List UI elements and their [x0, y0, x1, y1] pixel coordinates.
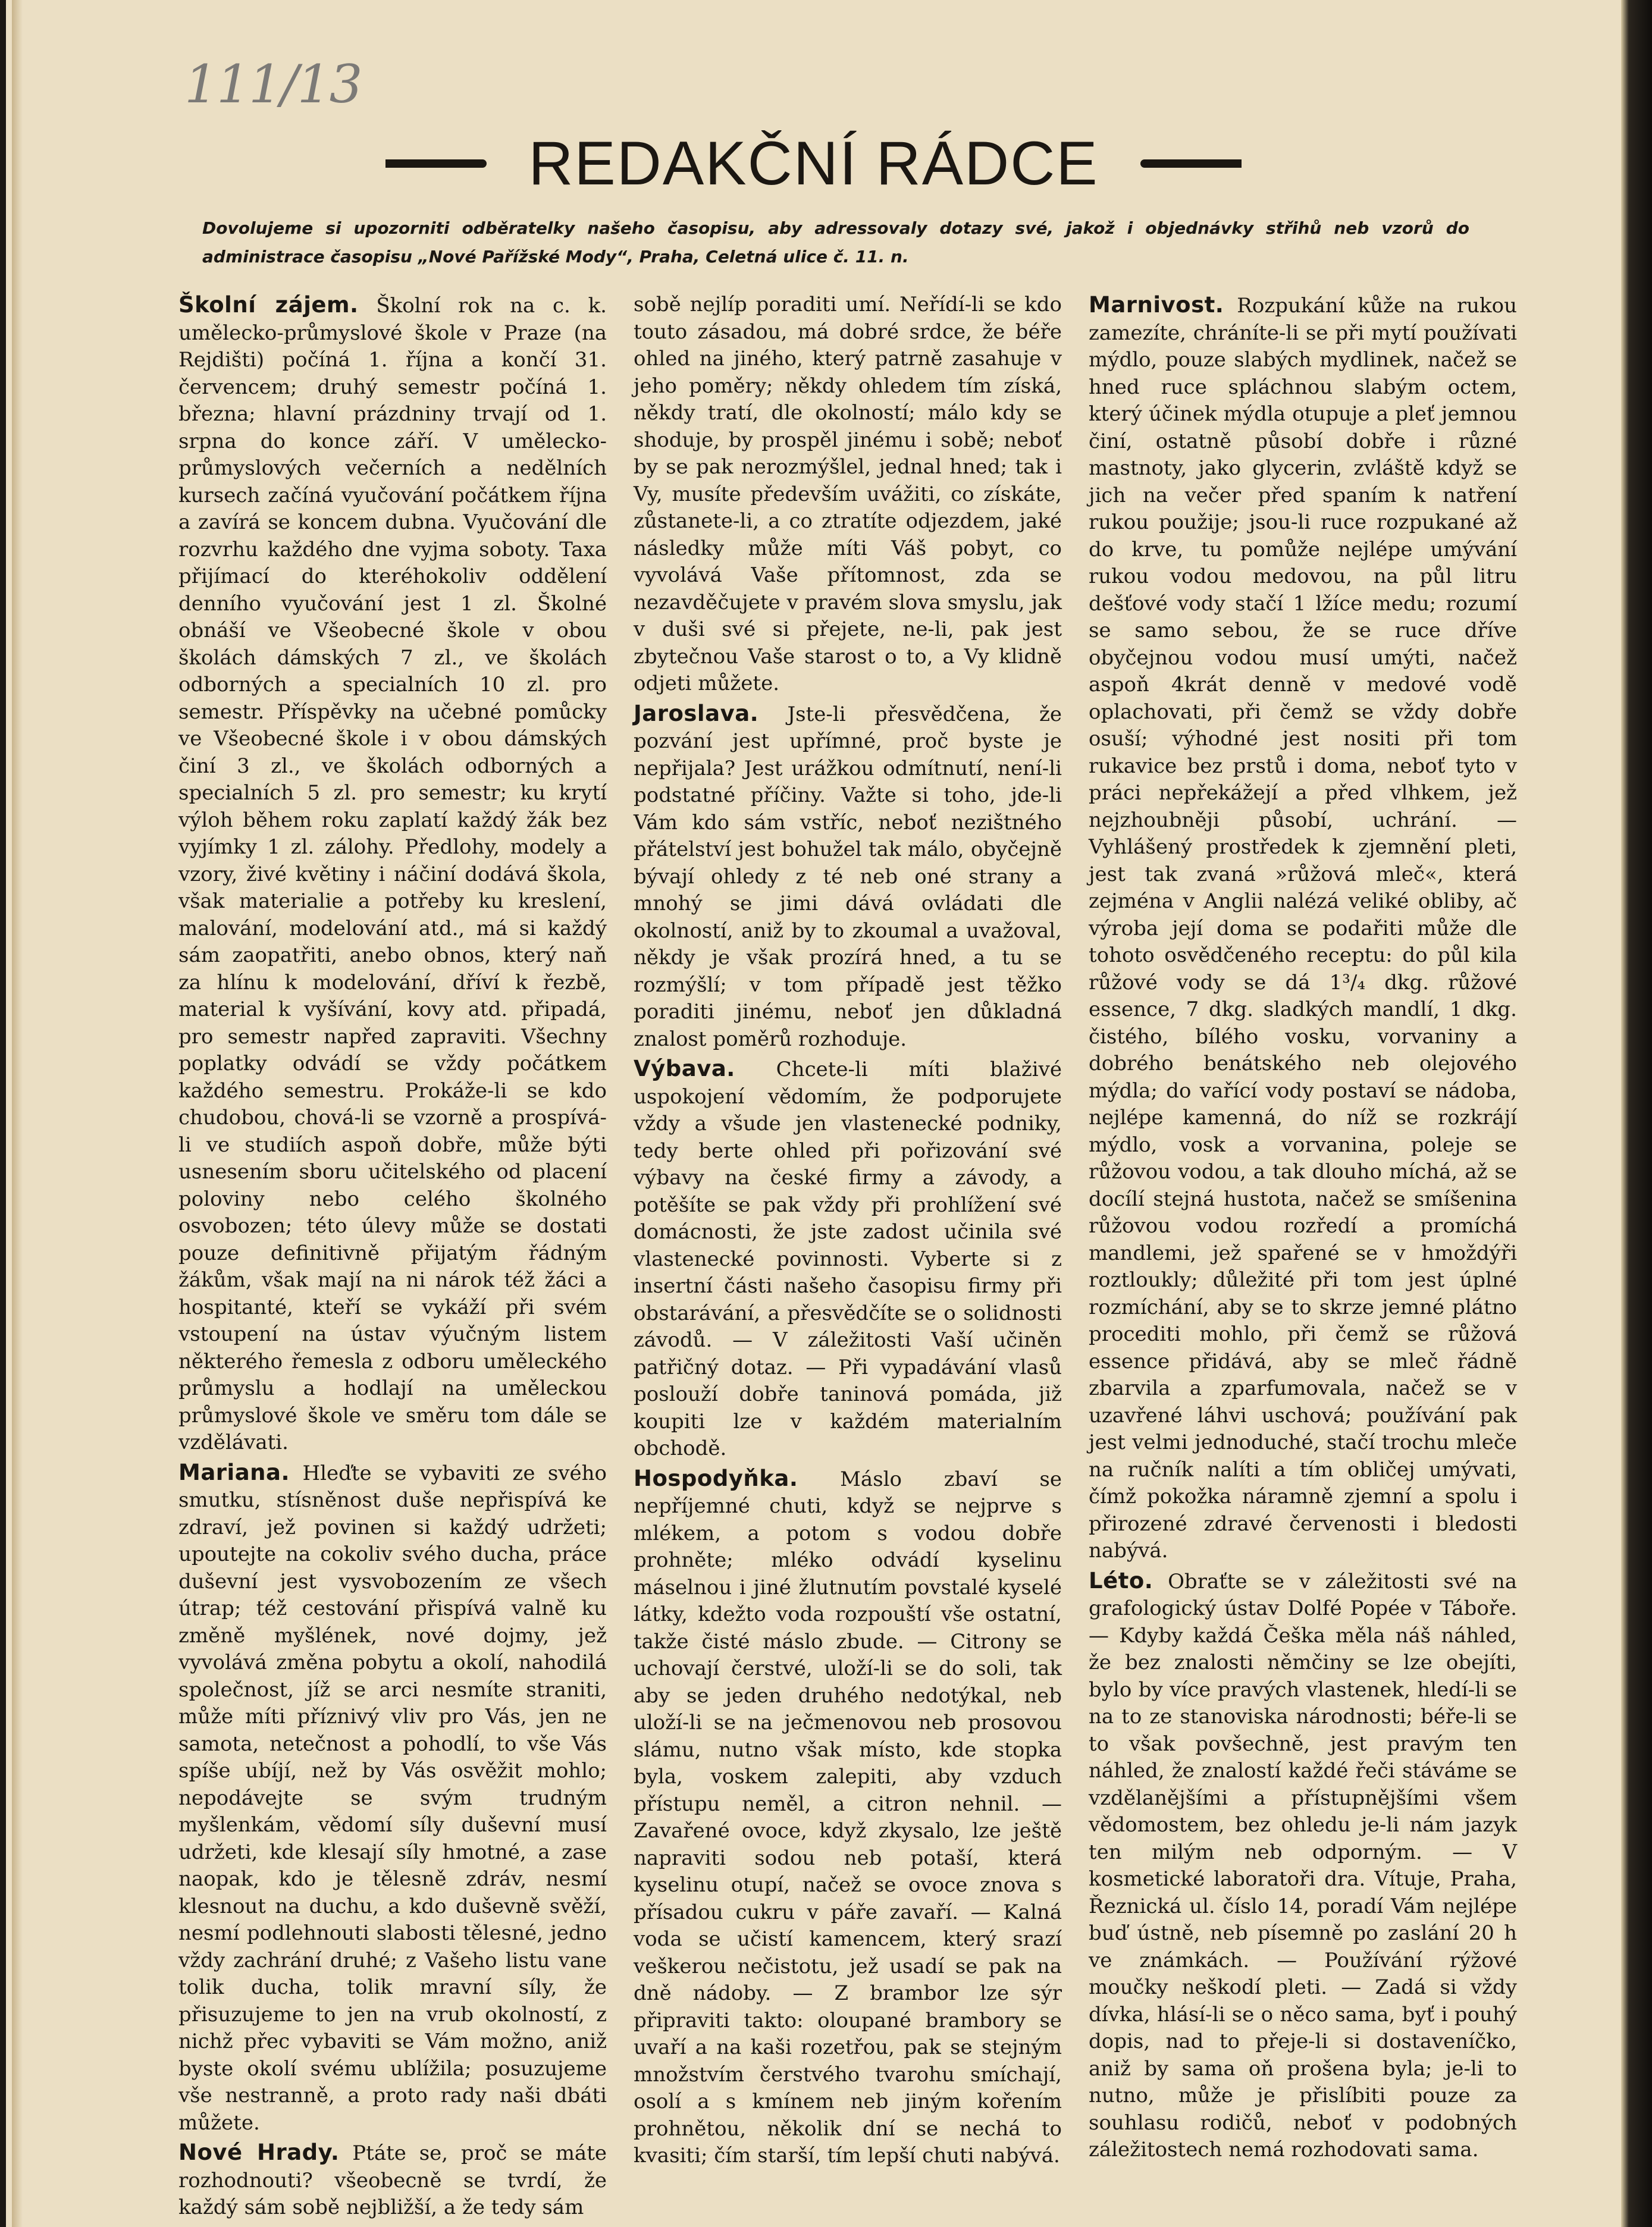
answer-text: Obraťte se v záležitosti své na grafologický ústav Dolfé Popée v Táboře. — Kdyby každá Češka měla náš náhled, že bez znalosti němčiny se lze obejíti, bylo by více pravých vlastenek, hledí-li se na to ze stanoviska národnosti; béře-li se to však povšechně, jest pravým ten náhled, že znalostí každé řeči stáváme se vzdělanějšími a přístupnějšími všem vědomostem, bez ohledu je-li nám jazyk ten milým neb odporným. — V kosmetické laboratoři dra. Vítuje, Praha, Řeznická ul. číslo 14, poradí Vám nejlépe buď ústně, neb písemně po zaslání 20 h ve známkách. — Používání rýžové moučky neškodí pleti. — Zadá si vždy dívka, hlásí-li se o něco sama, byť i pouhý dopis, nad to přeje-li si dostaveníčko, aniž by sama oň prošena byla; je-li to nutno, může je přislíbiti pouze za souhlasu rodičů, neboť v podobných záležitostech nemá rozhodovati sama. — [1089, 1569, 1517, 2162]
answer-heading: Školní zájem. — [178, 292, 359, 318]
text-column-2 — [634, 291, 1062, 2172]
answer-paragraph — [178, 1459, 607, 2137]
answer-heading: Výbava. — [634, 1056, 735, 1081]
text-column-1 — [178, 291, 607, 2224]
answer-paragraph — [1089, 1567, 1517, 2164]
answer-text: Máslo zbaví se nepříjemné chuti, když se nejprve s mlékem, a potom s vodou dobře prohněte; mléko odvádí kyselinu máselnou i jiné žlutnutím povstalé kyselé látky, kdežto voda rozpouští vše ostatní, takže čisté máslo zbude. — Citrony se uchovají čerstvé, uloží-li se do soli, tak aby se jeden druhého nedotýkal, neb uloží-li se na ječmenovou neb prosovou slámu, nutno však místo, kde stopka byla, voskem zalepiti, aby vzduch přístupu neměl, a citron nehnil. — Zavařené ovoce, když zkysalo, lze ještě napraviti sodou neb potaší, která kyselinu otupí, načež se ovoce znova s přísadou cukru v páře zavaří. — Kalná voda se učistí kamencem, který srazí veškerou nečistotu, jež usadí se pak na dně nádoby. — Z brambor lze sýr připraviti takto: oloupané brambory se uvaří a na kaši rozetřou, pak se stejným množstvím čerstvého tvarohu smíchají, osolí a s kmínem neb jiným kořením prohnětou, několik dní se nechá to kvasiti; čím starší, tím lepší chuti nabývá. — [634, 1467, 1062, 2168]
answer-text: Jste-li přesvědčena, že pozvání jest upřímné, proč byste je nepřijala? Jest urážkou odmítnutí, není-li podstatné příčiny. Važte si toho, jde-li Vám kdo sám vstříc, neboť nezištného přátelství jest bohužel tak málo, obyčejně bývají ohledy z té neb oné strany a mnohý se jimi dává ovládati dle okolností, aniž by to zkoumal a uvažoval, někdy je však prozírá hned, a tu se rozmýšlí; v tom případě jest těžko poraditi jinému, neboť jen důkladná znalost poměrů rozhoduje. — [634, 702, 1062, 1051]
page-gutter-shadow — [12, 0, 23, 2227]
page-number: 111/13 — [184, 54, 362, 115]
answer-paragraph — [178, 2139, 607, 2222]
answer-heading: Mariana. — [178, 1459, 290, 1485]
magazine-page — [6, 0, 1621, 2227]
answer-paragraph — [634, 700, 1062, 1053]
editorial-notice: Dovolujeme si upozorniti odběratelky našeho časopisu, aby adressovaly dotazy své, jakož i objednávky střihů neb vzorů do administrace časopisu „Nové Pařížské Mody“, Praha, Celetná ulice č. 11. n. — [202, 218, 1469, 266]
masthead-right-rule — [1140, 159, 1242, 168]
answer-text: Školní rok na c. k. umělecko-průmyslové škole v Praze (na Rejdišti) počíná 1. října a končí 31. červencem; druhý semestr počíná 1. března; hlavní prázdniny trvají od 1. srpna do konce září. V umělecko-průmyslových večerních a nedělních kursech začíná vyučování počátkem října a zavírá se koncem dubna. Vyučování dle rozvrhu každého dne vyjma soboty. Taxa přijímací do kteréhokoliv oddělení denního vyučování jest 1 zl. Školné obnáší ve Všeobecné škole v obou školách dámských 7 zl., ve školách odborných a specialních 10 zl. pro semestr. Příspěvky na učebné pomůcky ve Všeobecné škole i v obou dámských činí 3 zl., ve školách odborných a specialních 5 zl. pro semestr; ku krytí výloh během roku zaplatí každý žák bez vyjímky 1 zl. zálohy. Předlohy, modely a vzory, živé květiny i náčiní dodává škola, však materialie a potřeby ku kreslení, malování, modelování atd., má si každý sám zaopatřiti, anebo obnos, který naň za hlínu k modelování, dříví k řezbě, material k vyšívání, kovy atd. připadá, pro semestr napřed zapraviti. Všechny poplatky odvádí se vždy počátkem každého semestru. Prokáže-li se kdo chudobou, chová-li se vzorně a prospívá-li ve studiích aspoň dobře, může býti usnesením sboru učitelského od placení poloviny nebo celého školného osvobozen; této úlevy může se dostati pouze definitivně přijatým řádným žákům, však mají na ni nárok též žáci a hospitanté, kteří se vykáží při svém vstoupení na ústav výučným listem některého řemesla z odboru uměleckého průmyslu a hodlají na uměleckou průmyslové škole ve směru tom dále se vzdělávati. — [178, 294, 607, 1454]
masthead-left-rule — [385, 159, 487, 168]
masthead — [6, 125, 1621, 202]
answer-heading: Jaroslava. — [634, 700, 759, 726]
answer-paragraph — [1089, 291, 1517, 1565]
answer-heading: Léto. — [1089, 1567, 1153, 1594]
masthead-title: REDAKČNÍ RÁDCE — [528, 128, 1099, 198]
answer-text: Chcete-li míti blaživé uspokojení vědomím, že podporujete vždy a všude jen vlastenecké podniky, tedy berte ohled při pořizování své výbavy na české firmy a závody, a potěšíte se pak vždy při prohlížení své domácnosti, že jste zadost učinila své vlastenecké povinnosti. Vyberte si z insertní části našeho časopisu firmy při obstarávání, a přesvědčíte se o solidnosti závodů. — V záležitosti Vaší učiněn patřičný dotaz. — Při vypadávání vlasů poslouží dobře taninová pomáda, již koupiti lze v každém materialním obchodě. — [634, 1058, 1062, 1460]
answer-paragraph — [634, 1055, 1062, 1463]
answer-text: Rozpukání kůže na rukou zamezíte, chráníte-li se při mytí používati mýdlo, pouze slabých mydlinek, načež se hned ruce spláchnou slabým octem, který účinek mýdla otupuje a pleť jemnou činí, ostatně působí dobře i různé mastnoty, jako glycerin, zvláště když se jich na večer před spaním k natření rukou použije; jsou-li ruce rozpukané až do krve, tu pomůže nejlépe umývání rukou vodou medovou, na půl litru dešťové vody stačí 1 lžíce medu; rozumí se samo sebou, že se ruce dříve obyčejnou vodou musí umýti, načež aspoň 4krát denně v medové vodě oplachovati, při čemž se vždy dobře osuší; výhodné jest nositi při tom rukavice bez prstů i doma, neboť tyto v práci nepřekážejí a před vlhkem, jež nejzhoubněji působí, uchrání. — Vyhlášený prostředek k zjemnění pleti, jest tak zvaná »růžová mleč«, která zejména v Anglii nalézá veliké obliby, ač výroba její doma se podařiti může dle tohoto osvědčeného receptu: do půl kila růžové vody se dá 1³/₄ dkg. růžové essence, 7 dkg. sladkých mandlí, 1 dkg. čistého, bílého vosku, vorvaniny a dobrého benátského neb olejového mýdla; do vařící vody postaví se nádoba, nejlépe kamenná, do níž se rozkrájí mýdlo, vosk a vorvanina, poleje se růžovou vodou, a tak dlouho míchá, až se docílí stejná hustota, načež se smíšenina růžovou vodou rozředí a promíchá mandlemi, jež spařené se v hmoždýři roztloukly; důležité při tom jest úplné rozmíchání, aby se to skrze jemné plátno procediti mohlo, při čemž se růžová essence přidává, aby se mleč řádně zbarvila a zparfumovala, načež se v uzavřené láhvi uschová; používání pak jest velmi jednoduché, stačí trochu mleče na ručník nalíti a tím obličej umývati, čímž pokožka náramně zjemní a spolu i přirozené zdravé červenosti i bledosti nabývá. — [1089, 294, 1517, 1563]
answer-heading: Hospodyňka. — [634, 1465, 798, 1491]
answer-paragraph — [634, 1465, 1062, 2170]
book-edge — [1621, 0, 1652, 2227]
answer-heading: Nové Hrady. — [178, 2140, 340, 2165]
answer-heading: Marnivost. — [1089, 292, 1224, 318]
answer-paragraph — [178, 291, 607, 1457]
answer-text: sobě nejlíp poraditi umí. Neřídí-li se kdo touto zásadou, má dobré srdce, že béře ohled na jiného, který patrně zasahuje v jeho poměry; někdy ohledem tím získá, někdy tratí, dle okolností; málo kdy se shoduje, by prospěl jinému i sobě; neboť by se pak nerozmýšlel, jednal hned; tak i Vy, musíte především uvážiti, co získáte, zůstanete-li, a co ztratíte odjezdem, jaké následky může míti Váš pobyt, co vyvolává Vaše přítomnost, zda se nezavděčujete v pravém slova smyslu, jak v duši své si přejete, ne-li, pak jest zbytečnou Vaše starost o to, a Vy klidně odjeti můžete. — [634, 293, 1062, 695]
text-column-3 — [1089, 291, 1517, 2166]
answer-text: Hleďte se vybaviti ze svého smutku, stísněnost duše nepřispívá ke zdraví, jež povinen si každý udržeti; upoutejte na cokoliv svého ducha, práce duševní jest vysvobozením ze všech útrap; též cestování přispívá valně ku změně myšlének, nové dojmy, jež vyvolává změna pobytu a okolí, nahodilá společnost, jíž se arci nesmíte straniti, může míti příznivý vliv pro Vás, jen ne samota, netečnost a pohodlí, to vše Vás spíše ubíjí, než by Vás osvěžit mohlo; nepodávejte se svým trudným myšlenkám, vědomí síly duševní musí udržeti, kde klesají síly hmotné, a zase naopak, kdo je tělesně zdráv, nesmí klesnout na duchu, a kdo duševně svěží, nesmí podlehnouti slabosti tělesné, jedno vždy zachrání druhé; z Vašeho listu vane tolik ducha, tolik mravní síly, že přisuzujeme to jen na vrub okolností, z nichž přec vybaviti se Vám možno, aniž byste okolí svému ublížila; posuzujeme vše nestranně, a proto rady naši dbáti můžete. — [178, 1461, 607, 2135]
answer-paragraph — [634, 291, 1062, 698]
answer-text: Ptáte se, proč se máte rozhodnouti? všeobecně se tvrdí, že každý sám sobě nejbližší, a že tedy sám — [178, 2141, 607, 2219]
